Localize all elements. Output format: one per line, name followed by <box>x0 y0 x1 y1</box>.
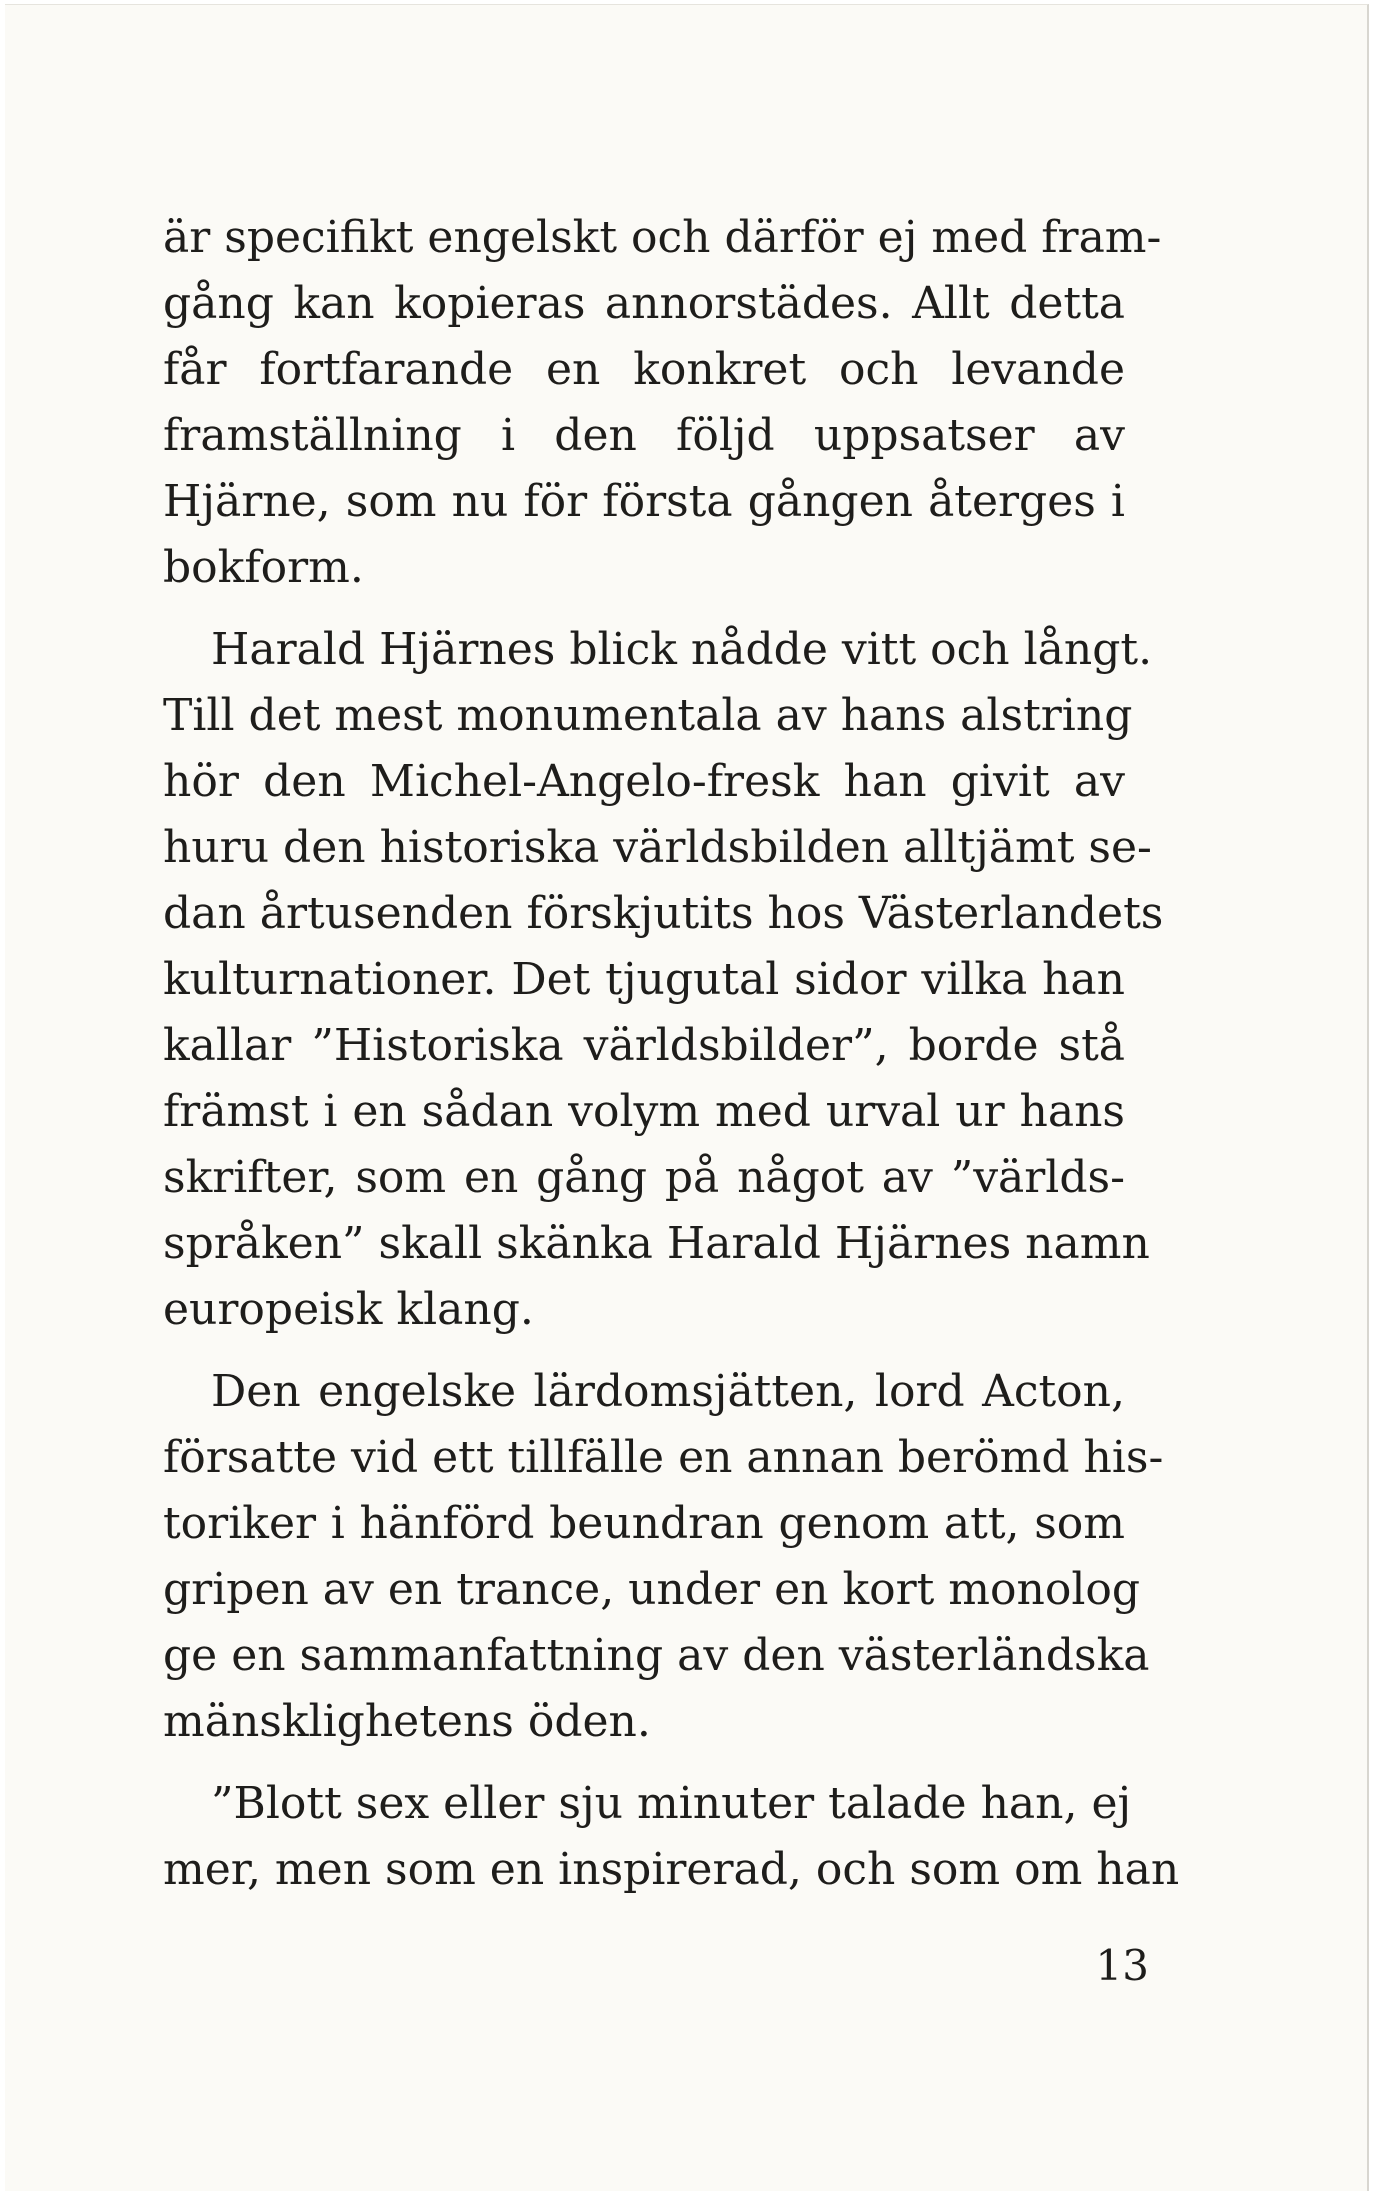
paragraph-1 <box>163 205 1162 601</box>
text-line: gripen av en trance, under en kort monolog <box>163 1564 1141 1615</box>
text-line: dan årtusenden förskjutits hos Västerlandets <box>163 888 1164 939</box>
text-line: Hjärne, som nu för första gången återges i <box>163 476 1125 527</box>
text-line: är specifikt engelskt och därför ej med fram- <box>163 212 1162 263</box>
text-line: bokform. <box>163 542 364 593</box>
text-line: kallar ”Historiska världsbilder”, borde stå <box>163 1020 1125 1071</box>
text-line: ”Blott sex eller sju minuter talade han, ej <box>211 1778 1132 1829</box>
text-line: skrifter, som en gång på något av ”världs- <box>163 1152 1125 1203</box>
text-line: Till det mest monumentala av hans alstring <box>163 690 1133 741</box>
text-line: toriker i hänförd beundran genom att, som <box>163 1498 1125 1549</box>
paragraph-3 <box>163 1359 1164 1755</box>
text-line: Harald Hjärnes blick nådde vitt och långt. <box>211 624 1153 675</box>
text-line: huru den historiska världsbilden alltjämt se- <box>163 822 1152 873</box>
paragraph-2 <box>163 617 1164 1343</box>
text-line: försatte vid ett tillfälle en annan berömd his- <box>163 1432 1164 1483</box>
text-line: mer, men som en inspirerad, och som om han <box>163 1844 1180 1895</box>
text-line: får fortfarande en konkret och levande <box>163 344 1125 395</box>
page-number: 13 <box>1095 1941 1149 1990</box>
text-line: Den engelske lärdomsjätten, lord Acton, <box>211 1366 1125 1417</box>
text-line: hör den Michel-Angelo-fresk han givit av <box>163 756 1125 807</box>
text-line: kulturnationer. Det tjugutal sidor vilka han <box>163 954 1125 1005</box>
paragraph-4 <box>163 1771 1180 1903</box>
body-text <box>163 205 1180 1919</box>
text-line: gång kan kopieras annorstädes. Allt detta <box>163 278 1125 329</box>
text-line: europeisk klang. <box>163 1284 534 1335</box>
text-line: ge en sammanfattning av den västerländska <box>163 1630 1150 1681</box>
text-line: främst i en sådan volym med urval ur hans <box>163 1086 1125 1137</box>
book-page <box>5 4 1369 2191</box>
text-line: framställning i den följd uppsatser av <box>163 410 1125 461</box>
text-line: mänsklighetens öden. <box>163 1696 651 1747</box>
text-line: språken” skall skänka Harald Hjärnes namn <box>163 1218 1150 1269</box>
